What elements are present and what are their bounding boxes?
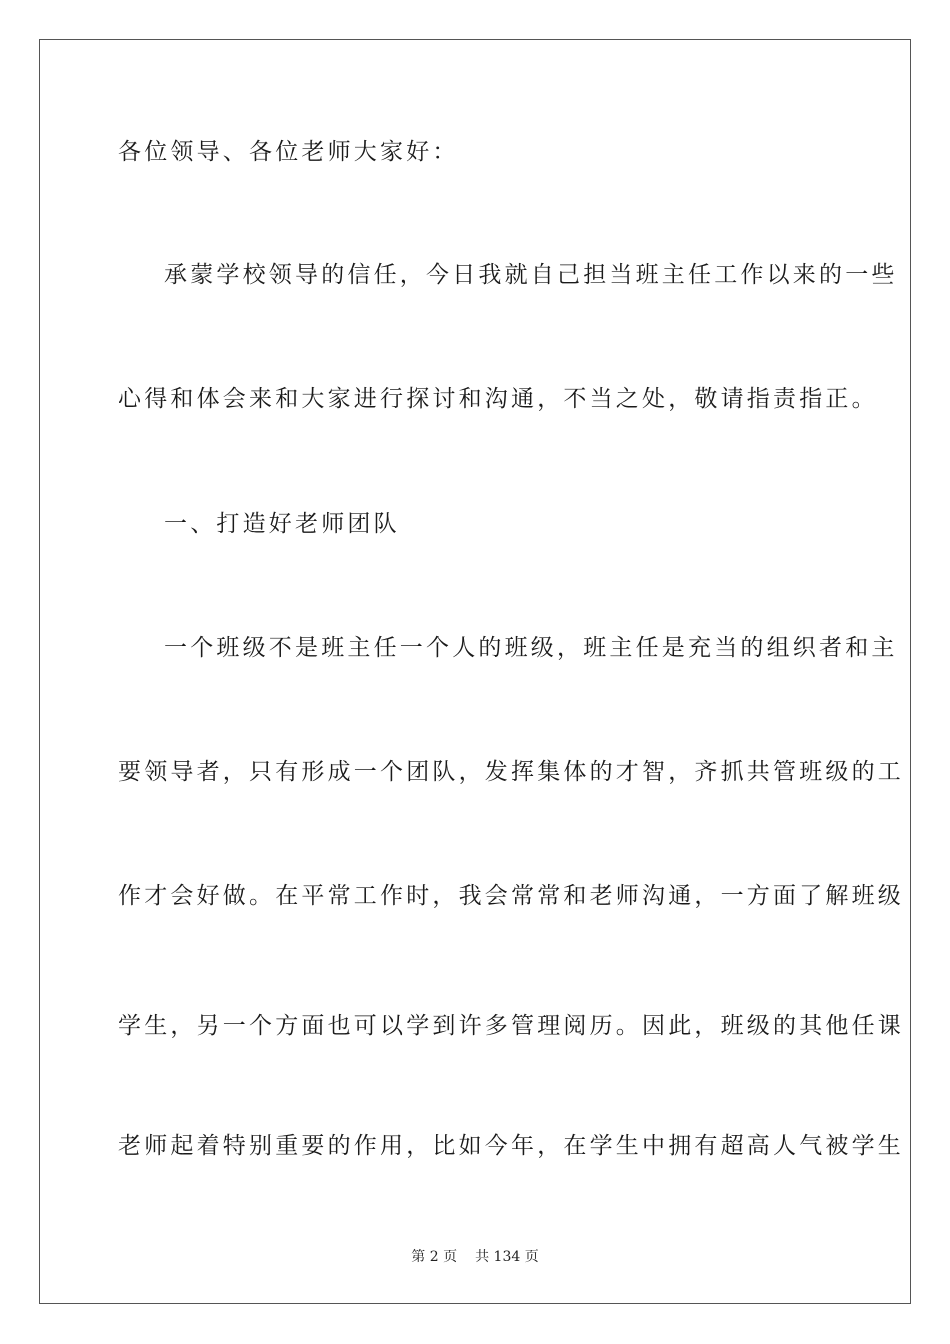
section-heading: 一、打造好老师团队 [164,511,400,537]
page-total: 共 134 页 [475,1249,539,1265]
paragraph-line: 学生，另一个方面也可以学到许多管理阅历。因此，班级的其他任课 [118,1013,904,1039]
paragraph-line: 老师起着特别重要的作用，比如今年，在学生中拥有超高人气被学生 [118,1133,904,1159]
paragraph-line: 要领导者，只有形成一个团队，发挥集体的才智，齐抓共管班级的工 [118,759,904,785]
paragraph-line: 心得和体会来和大家进行探讨和沟通，不当之处，敬请指责指正。 [118,386,878,412]
page-footer [0,1247,950,1267]
greeting-line: 各位领导、各位老师大家好： [118,139,459,165]
paragraph-line: 一个班级不是班主任一个人的班级，班主任是充当的组织者和主 [164,635,898,661]
page-border [39,39,911,1304]
paragraph-line: 作才会好做。在平常工作时，我会常常和老师沟通，一方面了解班级 [118,883,904,909]
paragraph-line: 承蒙学校领导的信任，今日我就自己担当班主任工作以来的一些 [164,262,898,288]
page-number: 第 2 页 [411,1249,458,1265]
